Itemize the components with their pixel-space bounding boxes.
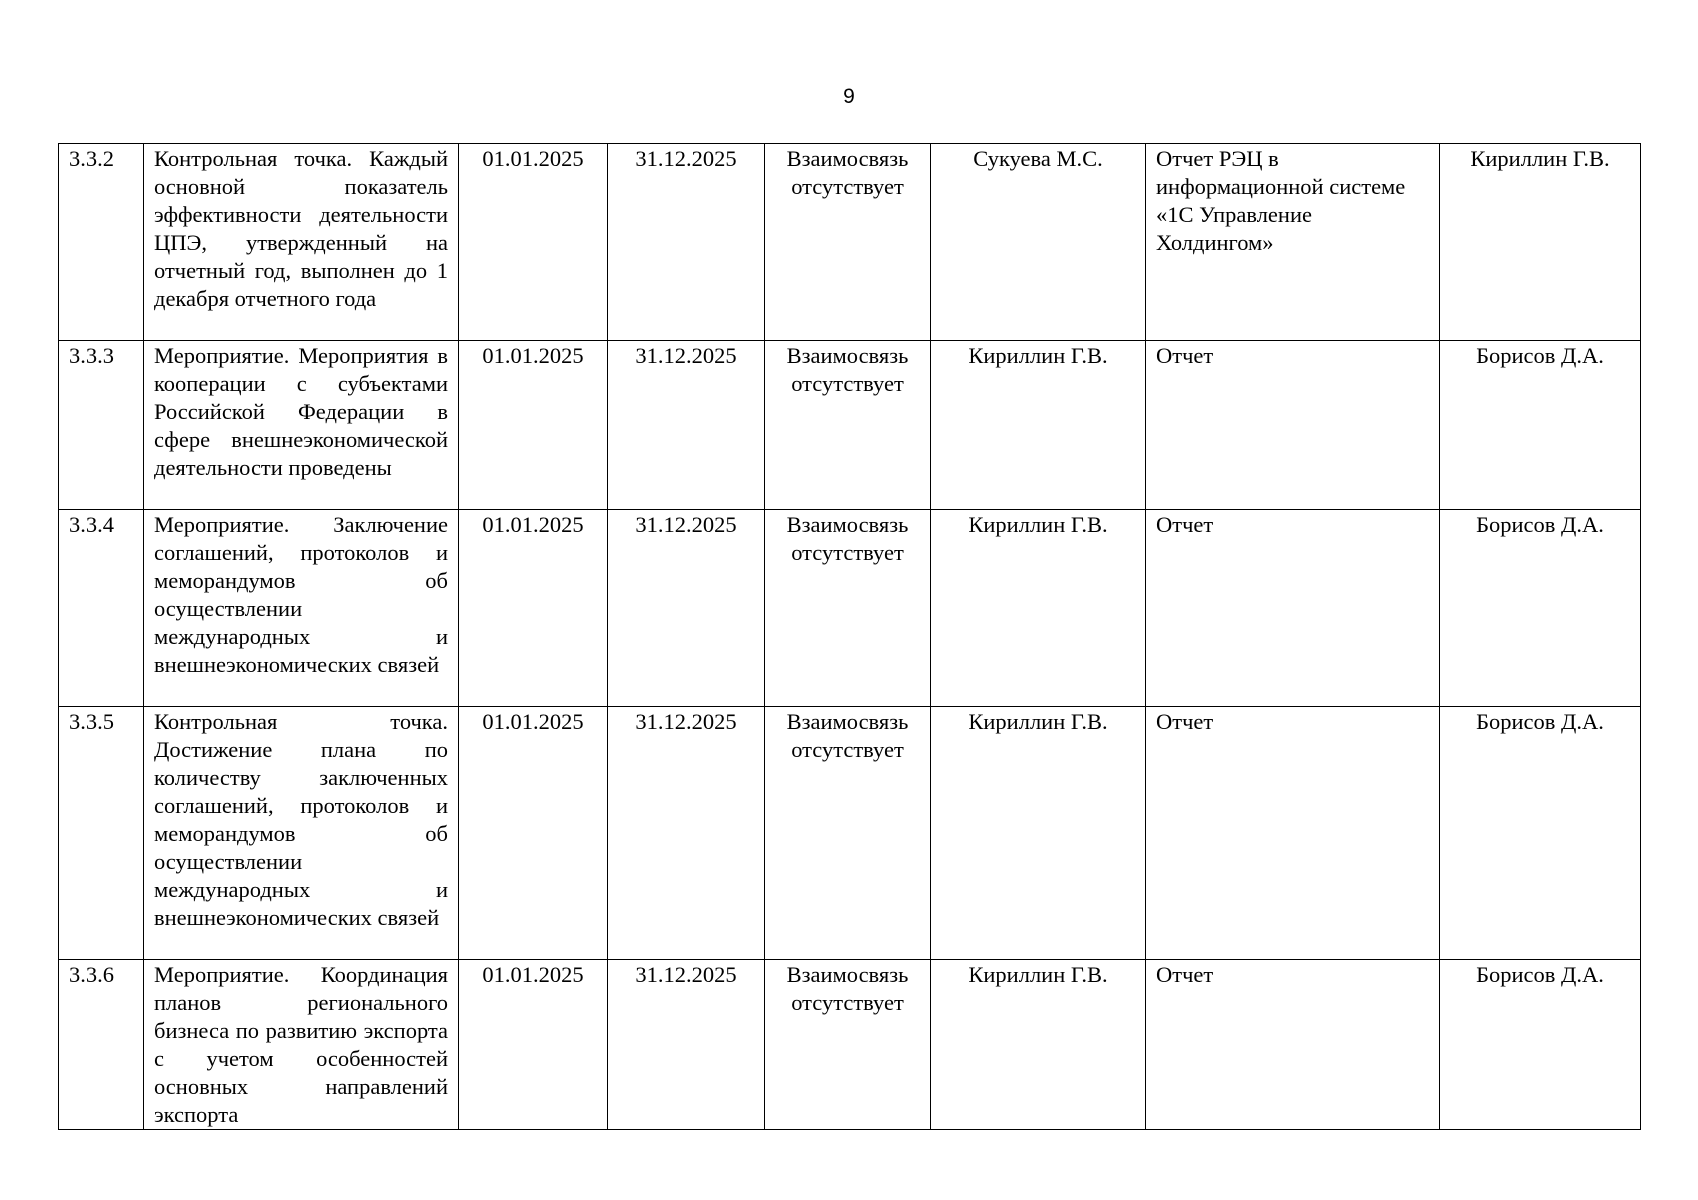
table-row xyxy=(59,960,1641,1130)
responsible-person: Кириллин Г.В. xyxy=(931,510,1146,707)
task-name: Мероприятие. Мероприятия в кооперации с субъектами Российской Федерации в сфере внешнеэкономической деятельности проведены xyxy=(144,341,459,510)
row-number: 3.3.4 xyxy=(59,510,144,707)
responsible-person: Кириллин Г.В. xyxy=(931,707,1146,960)
table-row xyxy=(59,510,1641,707)
table-row xyxy=(59,341,1641,510)
end-date: 31.12.2025 xyxy=(608,144,765,341)
row-number: 3.3.5 xyxy=(59,707,144,960)
end-date: 31.12.2025 xyxy=(608,707,765,960)
end-date: 31.12.2025 xyxy=(608,960,765,1130)
result-type: Отчет xyxy=(1146,341,1440,510)
row-number: 3.3.2 xyxy=(59,144,144,341)
link-status: Взаимосвязь отсутствует xyxy=(765,144,931,341)
supervisor: Борисов Д.А. xyxy=(1440,707,1641,960)
start-date: 01.01.2025 xyxy=(459,960,608,1130)
table-row xyxy=(59,707,1641,960)
task-name: Мероприятие. Координация планов регионального бизнеса по развитию экспорта с учетом особенностей основных направлений экспорта xyxy=(144,960,459,1130)
link-status: Взаимосвязь отсутствует xyxy=(765,960,931,1130)
start-date: 01.01.2025 xyxy=(459,707,608,960)
task-name: Контрольная точка. Достижение плана по количеству заключенных соглашений, протоколов и меморандумов об осуществлении международных и внешнеэкономических связей xyxy=(144,707,459,960)
end-date: 31.12.2025 xyxy=(608,341,765,510)
table-row xyxy=(59,144,1641,341)
result-type: Отчет xyxy=(1146,510,1440,707)
responsible-person: Кириллин Г.В. xyxy=(931,960,1146,1130)
supervisor: Борисов Д.А. xyxy=(1440,341,1641,510)
responsible-person: Сукуева М.С. xyxy=(931,144,1146,341)
supervisor: Борисов Д.А. xyxy=(1440,510,1641,707)
result-type: Отчет xyxy=(1146,960,1440,1130)
supervisor: Борисов Д.А. xyxy=(1440,960,1641,1130)
responsible-person: Кириллин Г.В. xyxy=(931,341,1146,510)
task-name: Мероприятие. Заключение соглашений, протоколов и меморандумов об осуществлении международных и внешнеэкономических связей xyxy=(144,510,459,707)
link-status: Взаимосвязь отсутствует xyxy=(765,341,931,510)
plan-table xyxy=(58,143,1641,1130)
start-date: 01.01.2025 xyxy=(459,144,608,341)
start-date: 01.01.2025 xyxy=(459,341,608,510)
start-date: 01.01.2025 xyxy=(459,510,608,707)
row-number: 3.3.3 xyxy=(59,341,144,510)
result-type: Отчет xyxy=(1146,707,1440,960)
supervisor: Кириллин Г.В. xyxy=(1440,144,1641,341)
end-date: 31.12.2025 xyxy=(608,510,765,707)
result-type: Отчет РЭЦ в информационной системе «1С Управление Холдингом» xyxy=(1146,144,1440,341)
link-status: Взаимосвязь отсутствует xyxy=(765,707,931,960)
link-status: Взаимосвязь отсутствует xyxy=(765,510,931,707)
page-number: 9 xyxy=(843,85,855,108)
task-name: Контрольная точка. Каждый основной показатель эффективности деятельности ЦПЭ, утвержденный на отчетный год, выполнен до 1 декабря отчетного года xyxy=(144,144,459,341)
row-number: 3.3.6 xyxy=(59,960,144,1130)
